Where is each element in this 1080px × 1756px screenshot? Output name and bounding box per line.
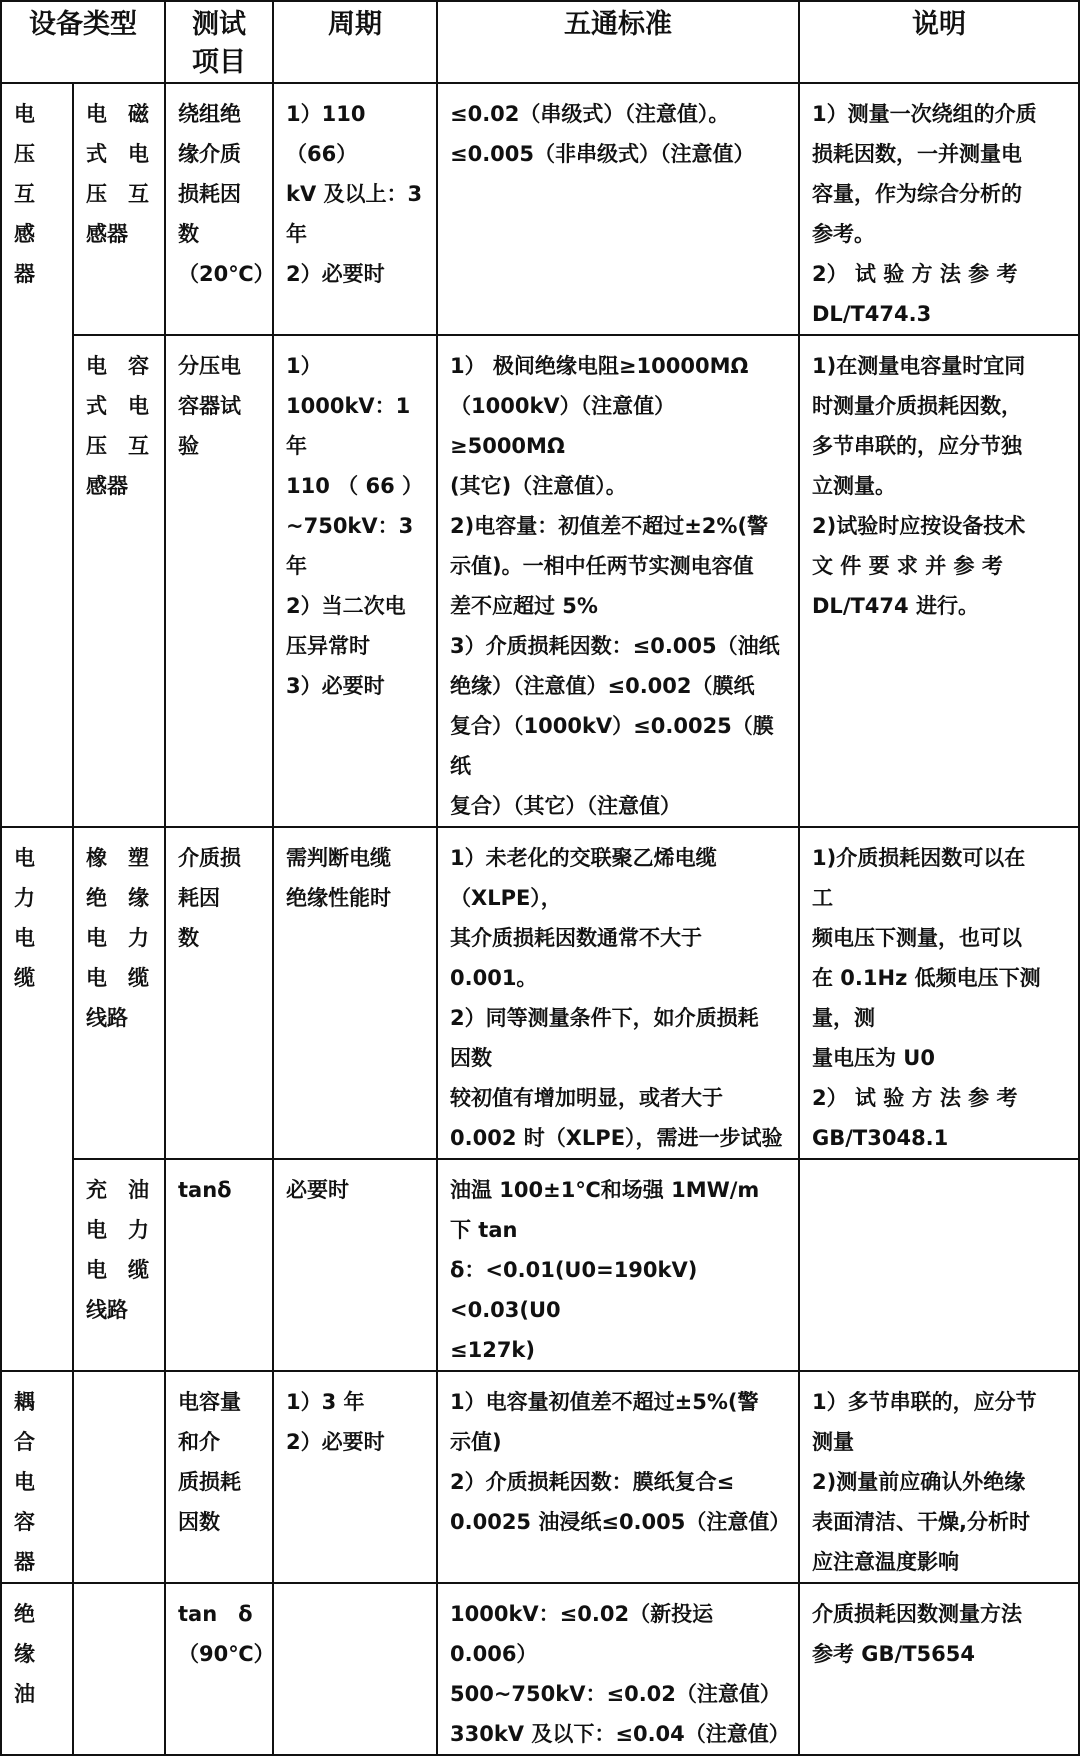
standard-cell: 1）未老化的交联聚乙烯电缆 （XLPE）， 其介质损耗因数通常不大于 0.001。 2）同等测量条件下，如介质损耗 因数 较初值有增加明显，或者大于 0.002 时（XLPE），需进一步试验 [437, 827, 799, 1159]
period-cell: 1）110（66） kV 及以上：3 年 2）必要时 [273, 83, 437, 335]
note-cell: 1)介质损耗因数可以在 工 频电压下测量，也可以 在 0.1Hz 低频电压下测 量，测 量电压为 U0 2） 试 验 方 法 参 考 GB/T3048.1 [799, 827, 1079, 1159]
period-cell [273, 1583, 437, 1755]
note-cell: 介质损耗因数测量方法 参考 GB/T5654 [799, 1583, 1079, 1755]
subtype-cell: 电 磁 式 电 压 互 感器 [73, 83, 165, 335]
header-period: 周期 [273, 1, 437, 83]
group-coupling-capacitor: 耦 合 电 容 器 [1, 1371, 73, 1583]
note-cell: 1）多节串联的，应分节 测量 2)测量前应确认外绝缘 表面清洁、干燥,分析时 应注意温度影响 [799, 1371, 1079, 1583]
standard-cell: ≤0.02（串级式）（注意值）。 ≤0.005（非串级式）（注意值） [437, 83, 799, 335]
table-row [1, 1583, 1079, 1755]
standard-cell: 1） 极间绝缘电阻≥10000MΩ （1000kV）（注意值）≥5000MΩ (其它)（注意值）。 2)电容量：初值差不超过±2%(警 示值)。一相中任两节实测电容值 差不应超过 5% 3）介质损耗因数：≤0.005（油纸 绝缘）（注意值）≤0.002（膜纸 复合）（1000kV）≤0.0025（膜纸 复合）（其它）（注意值） [437, 335, 799, 827]
table-row [1, 1159, 1079, 1371]
subtype-cell: 电 容 式 电 压 互 感器 [73, 335, 165, 827]
item-cell: 绕组绝 缘介质 损耗因 数 （20℃） [165, 83, 273, 335]
standard-cell: 油温 100±1℃和场强 1MW/m 下 tan δ：<0.01(U0=190kV)<0.03(U0 ≤127k) [437, 1159, 799, 1371]
group-power-cable: 电 力 电 缆 [1, 827, 73, 1371]
header-device-type: 设备类型 [1, 1, 165, 83]
period-cell: 1）3 年 2）必要时 [273, 1371, 437, 1583]
subtype-cell [73, 1371, 165, 1583]
table-row [1, 1371, 1079, 1583]
subtype-cell: 充 油 电 力 电 缆 线路 [73, 1159, 165, 1371]
group-insulating-oil: 绝 缘 油 [1, 1583, 73, 1755]
item-cell: 分压电 容器试 验 [165, 335, 273, 827]
standard-cell: 1000kV：≤0.02（新投运 0.006） 500~750kV：≤0.02（注意值） 330kV 及以下：≤0.04（注意值） [437, 1583, 799, 1755]
header-test-item: 测试 项目 [165, 1, 273, 83]
table-row [1, 827, 1079, 1159]
subtype-cell [73, 1583, 165, 1755]
header-note: 说明 [799, 1, 1079, 83]
subtype-cell: 橡 塑 绝 缘 电 力 电 缆 线路 [73, 827, 165, 1159]
period-cell: 1）1000kV：1 年 110 （ 66 ） ~750kV：3 年 2）当二次电 压异常时 3）必要时 [273, 335, 437, 827]
header-row [1, 1, 1079, 83]
note-cell [799, 1159, 1079, 1371]
period-cell: 需判断电缆 绝缘性能时 [273, 827, 437, 1159]
item-cell: 电容量 和介 质损耗 因数 [165, 1371, 273, 1583]
period-cell: 必要时 [273, 1159, 437, 1371]
header-standard: 五通标准 [437, 1, 799, 83]
item-cell: tan δ （90℃） [165, 1583, 273, 1755]
table-row [1, 83, 1079, 335]
item-cell: tanδ [165, 1159, 273, 1371]
table-row [1, 335, 1079, 827]
group-voltage-transformer: 电 压 互 感 器 [1, 83, 73, 827]
item-cell: 介质损 耗因 数 [165, 827, 273, 1159]
note-cell: 1）测量一次绕组的介质 损耗因数，一并测量电 容量，作为综合分析的 参考。 2） 试 验 方 法 参 考 DL/T474.3 [799, 83, 1079, 335]
note-cell: 1)在测量电容量时宜同 时测量介质损耗因数， 多节串联的，应分节独 立测量。 2)试验时应按设备技术 文 件 要 求 并 参 考 DL/T474 进行。 [799, 335, 1079, 827]
standard-cell: 1）电容量初值差不超过±5%(警 示值) 2）介质损耗因数：膜纸复合≤ 0.0025 油浸纸≤0.005（注意值） [437, 1371, 799, 1583]
